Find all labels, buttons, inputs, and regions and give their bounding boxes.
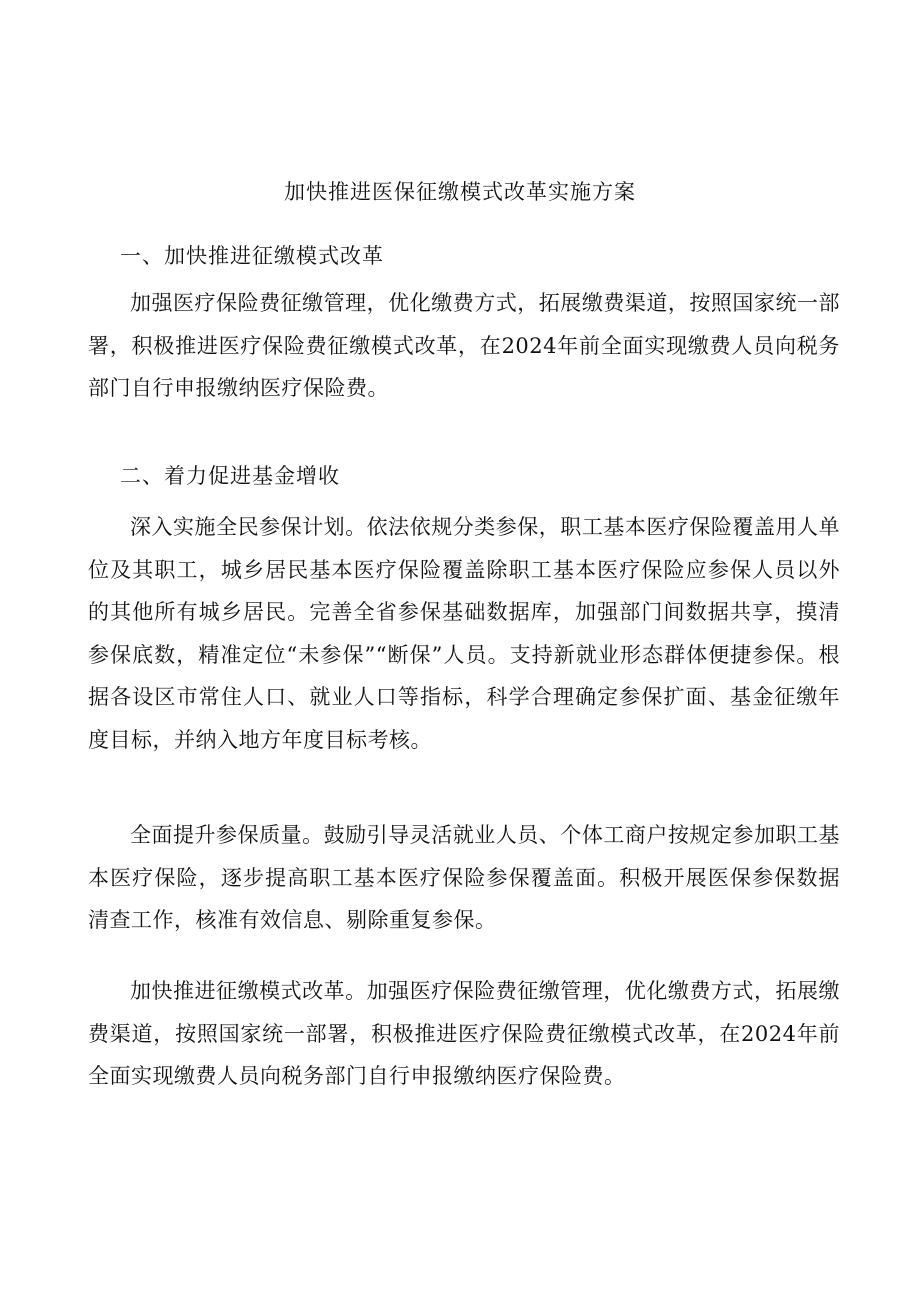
document-title: 加快推进医保征缴模式改革实施方案 [284,180,636,204]
section-heading-2: 二、着力促进基金增收 [120,464,340,488]
section-heading-1: 一、加快推进征缴模式改革 [120,244,384,268]
section-1-paragraph-1: 加强医疗保险费征缴管理，优化缴费方式，拓展缴费渠道，按照国家统一部署，积极推进医疗保险费征缴模式改革，在2024年前全面实现缴费人员向税务部门自行申报缴纳医疗保险费。 [88,291,840,400]
section-2-paragraph-1: 深入实施全民参保计划。依法依规分类参保，职工基本医疗保险覆盖用人单位及其职工，城乡居民基本医疗保险覆盖除职工基本医疗保险应参保人员以外的其他所有城乡居民。完善全省参保基础数据库，加强部门间数据共享，摸清参保底数，精准定位“未参保”“断保”人员。支持新就业形态群体便捷参保。根据各设区市常住人口、就业人口等指标，科学合理确定参保扩面、基金征缴年度目标，并纳入地方年度目标考核。 [88,515,840,752]
section-2-paragraph-3: 加快推进征缴模式改革。加强医疗保险费征缴管理，优化缴费方式，拓展缴费渠道，按照国家统一部署，积极推进医疗保险费征缴模式改革，在2024年前全面实现缴费人员向税务部门自行申报缴纳医疗保险费。 [88,979,840,1088]
section-2-paragraph-2: 全面提升参保质量。鼓励引导灵活就业人员、个体工商户按规定参加职工基本医疗保险，逐步提高职工基本医疗保险参保覆盖面。积极开展医保参保数据清查工作，核准有效信息、剔除重复参保。 [88,823,840,932]
